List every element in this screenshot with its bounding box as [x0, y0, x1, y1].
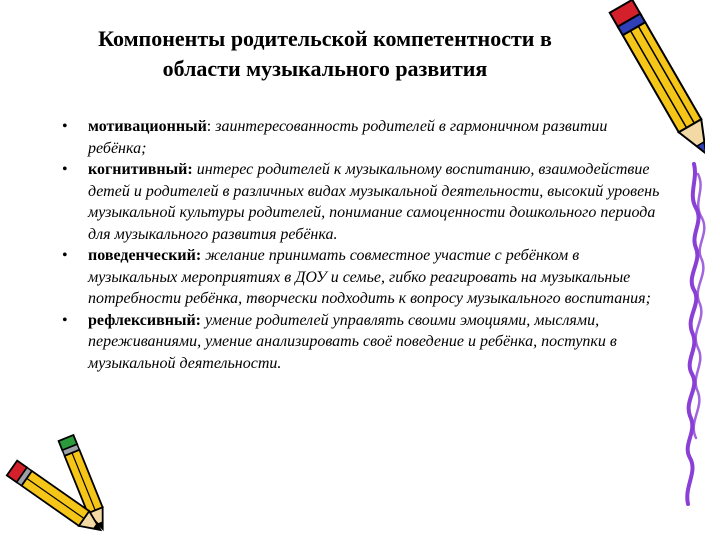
slide-title-line-1: Компоненты родительской компетентности в — [98, 26, 552, 51]
bullet-icon: • — [62, 118, 68, 135]
list-item — [62, 116, 662, 159]
slide-title — [40, 24, 610, 84]
pencils-small-icon — [0, 430, 120, 540]
component-description: умение родителей управлять своими эмоциями, мыслями, переживаниями, умение анализировать своё поведение и ребёнка, поступки в музыкальной деятельности. — [88, 311, 617, 372]
bullet-icon: • — [62, 161, 68, 178]
list-item — [62, 310, 662, 375]
component-description: интерес родителей к музыкальному воспитанию, взаимодействие детей и родителей в различных видах музыкальной деятельности, высокий уровень музыкальной культуры родителей, понимание самоценности дошкольного периода для музыкального развития ребёнка. — [88, 161, 660, 243]
pencil-large-icon — [590, 0, 705, 175]
bullet-icon: • — [62, 247, 68, 264]
component-description: заинтересованность родителей в гармоничном развитии ребёнка; — [88, 118, 608, 157]
component-list — [62, 116, 662, 374]
component-term: поведенческий: — [88, 247, 202, 264]
list-item — [62, 159, 662, 245]
component-separator: : — [206, 118, 216, 135]
component-description: желание принимать совместное участие с ребёнком в музыкальных мероприятиях в ДОУ и семье, гибко реагировать на музыкальные потребности ребёнка, творчески подходить к вопросу музыкального воспитания; — [88, 247, 651, 307]
component-term: мотивационный — [88, 118, 207, 135]
component-term: когнитивный: — [88, 161, 193, 178]
bullet-icon: • — [62, 311, 68, 329]
scribble-line-icon — [672, 160, 720, 510]
component-term: рефлексивный: — [88, 311, 201, 329]
slide-title-line-2: области музыкального развития — [162, 56, 488, 81]
list-item — [62, 245, 662, 310]
